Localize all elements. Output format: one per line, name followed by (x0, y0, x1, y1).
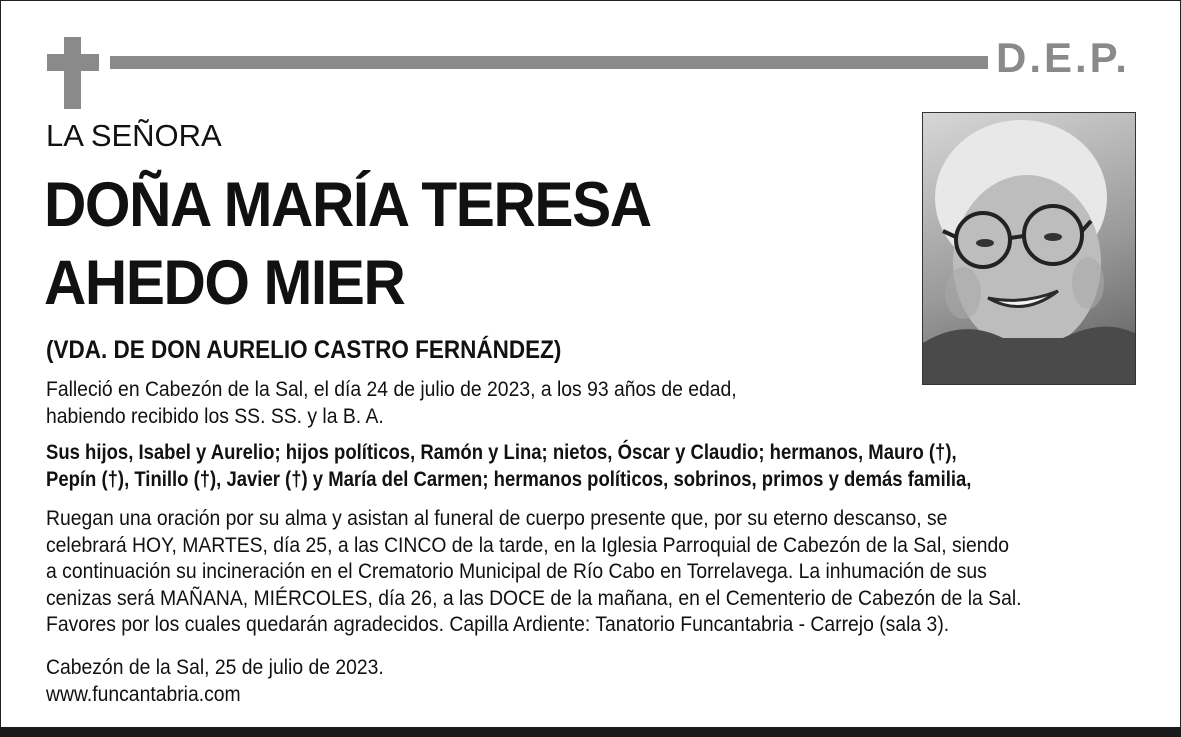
funeral-details (46, 505, 1022, 638)
bottom-border (0, 727, 1181, 737)
place-date: Cabezón de la Sal, 25 de julio de 2023. (46, 655, 384, 679)
widow-of: (VDA. DE DON AURELIO CASTRO FERNÁNDEZ) (46, 336, 562, 364)
deceased-name (44, 166, 651, 322)
name-line-2: AHEDO MIER (44, 248, 405, 318)
portrait-photo (922, 112, 1136, 385)
funeral-line: a continuación su incineración en el Crematorio Municipal de Río Cabo en Torrelavega. La inhumación de sus (46, 559, 987, 583)
family-list (46, 439, 971, 492)
death-notice (46, 376, 737, 429)
funeral-line: celebrará HOY, MARTES, día 25, a las CINCO de la tarde, en la Iglesia Parroquial de Cabezón de la Sal, siendo (46, 532, 1010, 557)
honorific-title: LA SEÑORA (46, 118, 222, 153)
website-link[interactable]: www.funcantabria.com (46, 681, 241, 706)
dep-label: D.E.P. (996, 34, 1130, 81)
header-rule (110, 56, 988, 69)
funeral-line: cenizas será MAÑANA, MIÉRCOLES, día 26, a las DOCE de la mañana, en el Cementerio de Cabezón de la Sal. (46, 585, 1022, 610)
funeral-line: Ruegan una oración por su alma y asistan al funeral de cuerpo presente que, por su eterno descanso, se (46, 506, 948, 530)
death-notice-line: Falleció en Cabezón de la Sal, el día 24 de julio de 2023, a los 93 años de edad, (46, 377, 737, 401)
funeral-line: Favores por los cuales quedarán agradecidos. Capilla Ardiente: Tanatorio Funcantabria - Carrejo (sala 3). (46, 612, 950, 636)
death-notice-line: habiendo recibido los SS. SS. y la B. A. (46, 403, 384, 428)
family-line: Sus hijos, Isabel y Aurelio; hijos políticos, Ramón y Lina; nietos, Óscar y Claudio; hermanos, Mauro (†), (46, 440, 957, 464)
portrait-illustration (923, 113, 1135, 384)
footer (46, 654, 384, 707)
name-line-1: DOÑA MARÍA TERESA (44, 170, 651, 240)
family-line: Pepín (†), Tinillo (†), Javier (†) y María del Carmen; hermanos políticos, sobrinos, primos y demás familia, (46, 466, 972, 491)
